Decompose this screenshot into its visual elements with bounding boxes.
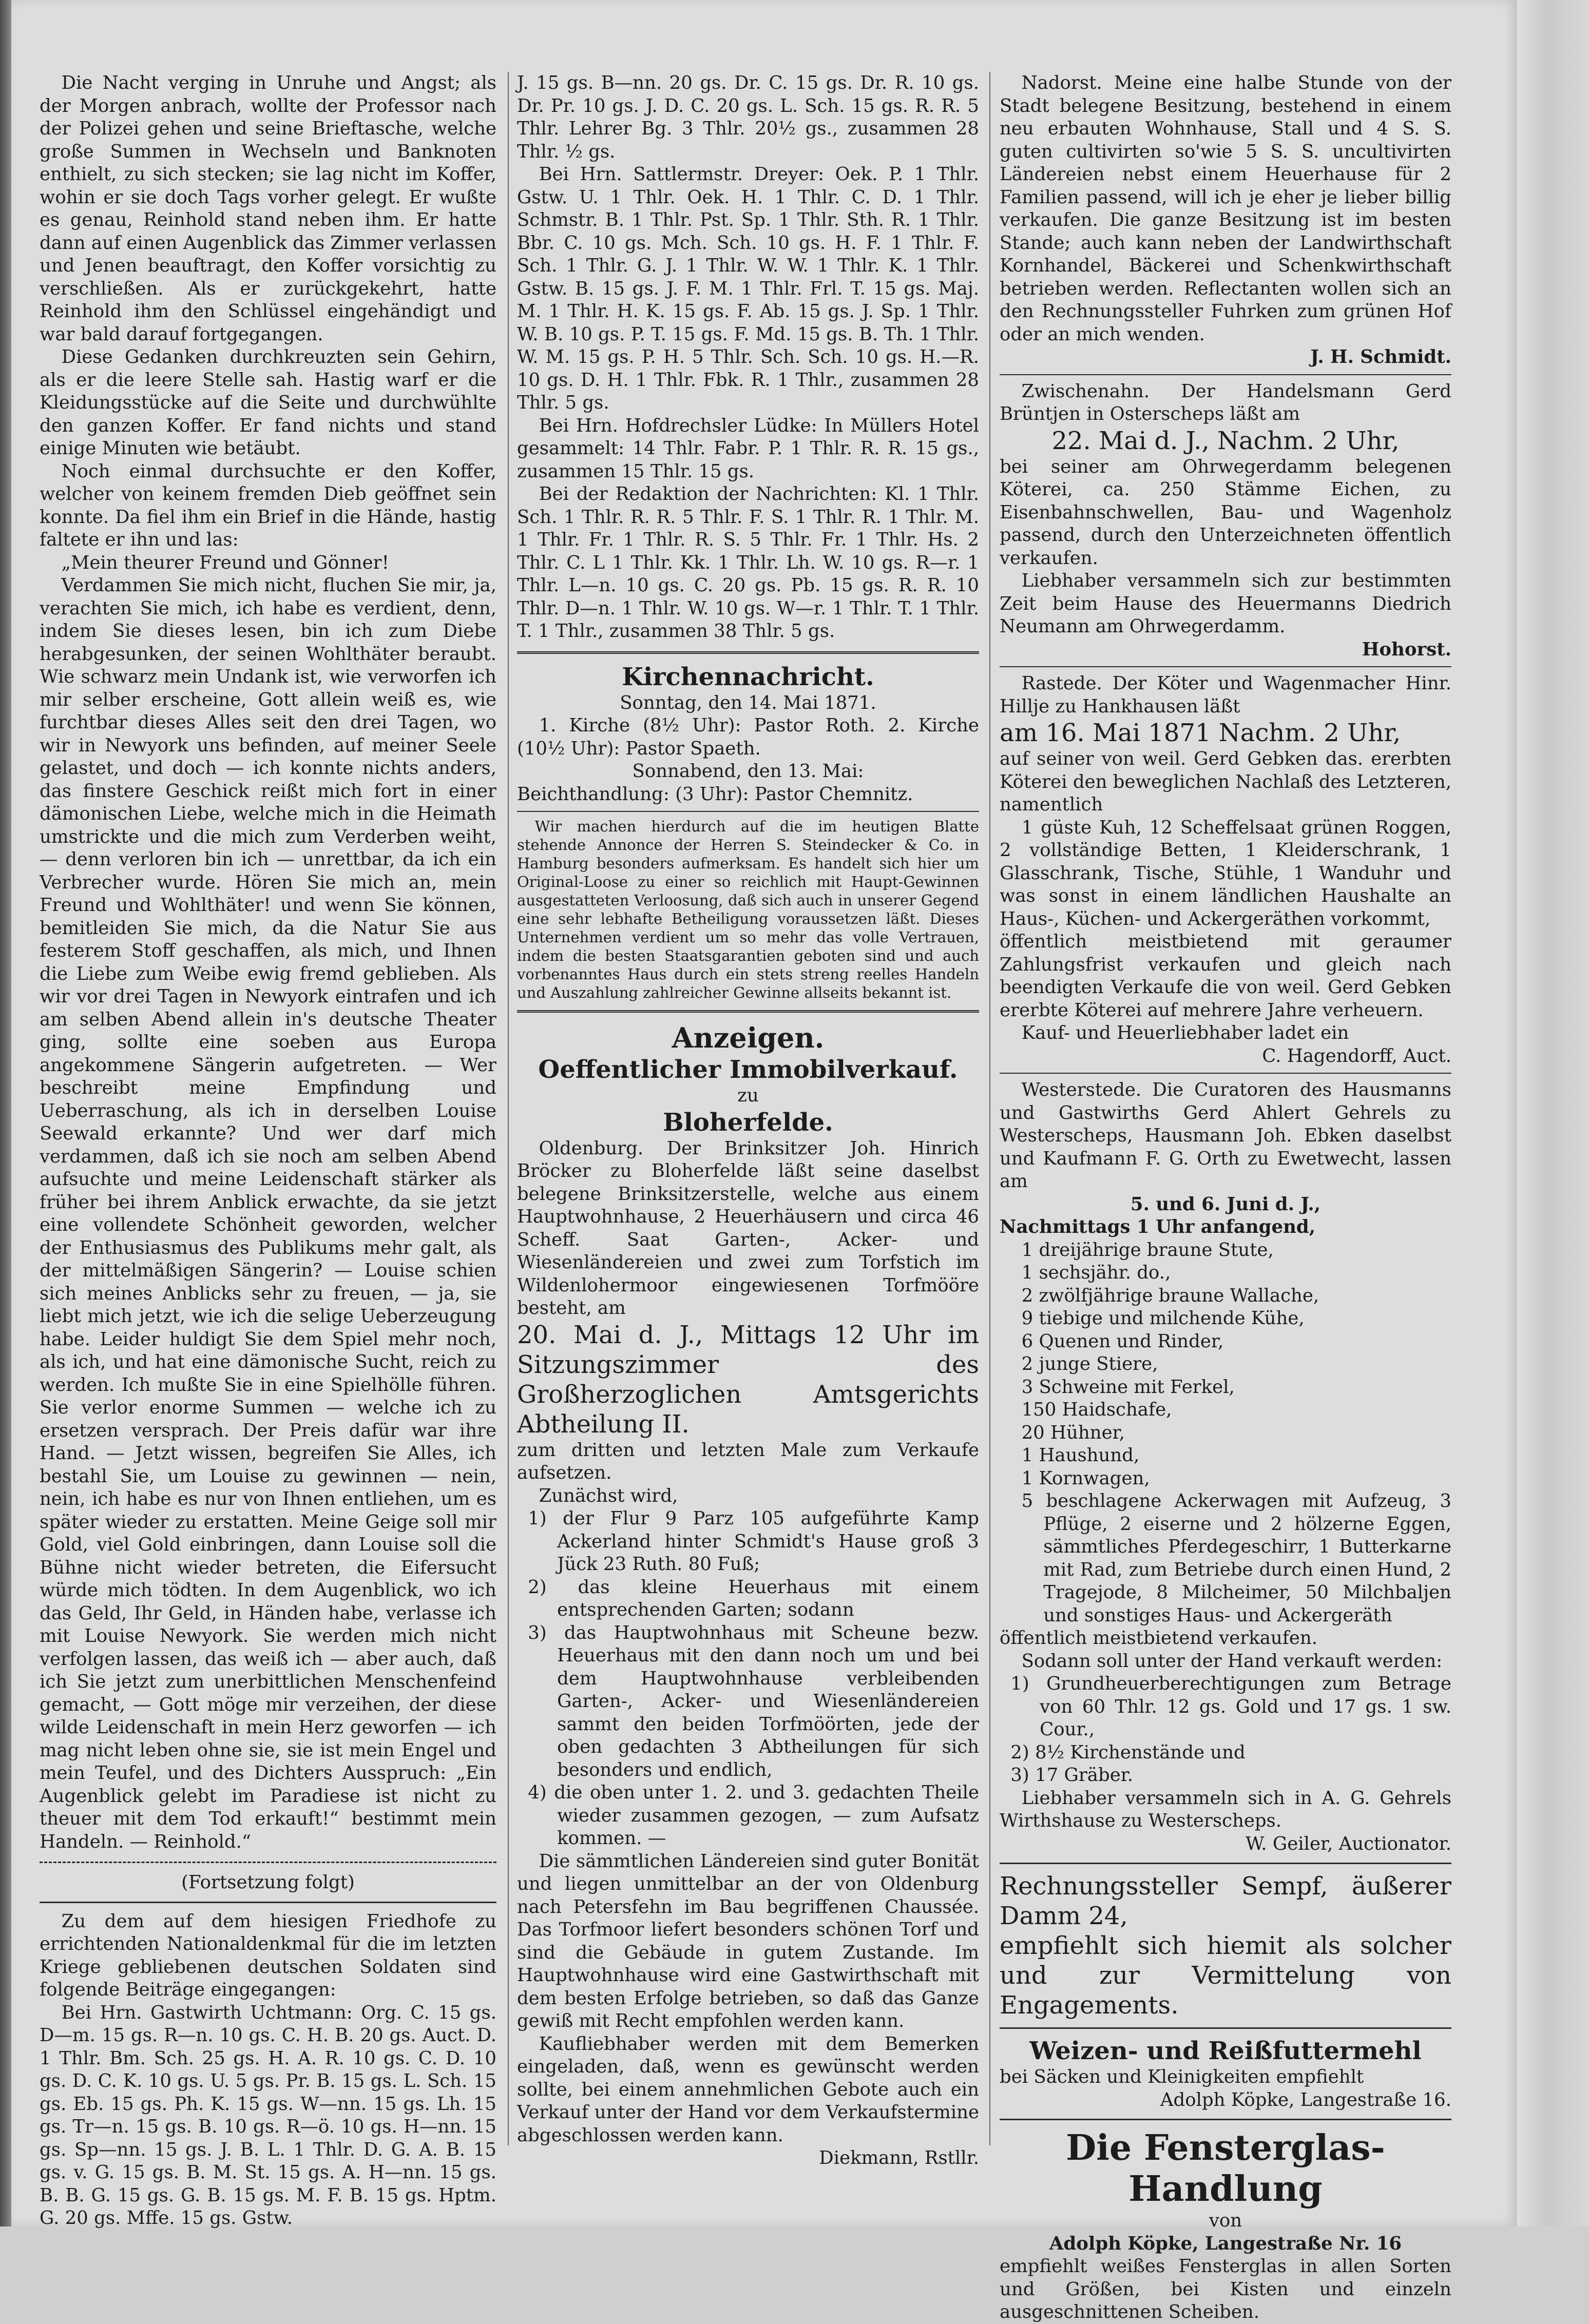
list-item: 150 Haidschafe, — [1021, 1399, 1172, 1420]
list-item: 3 Schweine mit Ferkel, — [1021, 1376, 1235, 1398]
ad-text: öffentlich meistbietend mit geraumer Zahlungsfrist verkaufen und gleich nach beendigten Verkaufe die von weil. Gerd Gebken ererbte Köterei auf mehrere Jahre verheuern. — [1000, 931, 1451, 1021]
donation-list: Bei Hrn. Gastwirth Uchtmann: Org. C. 15 gs. D—m. 15 gs. R—n. 10 gs. C. H. B. 20 gs. Auct. D. 1 Thlr. Bm. Sch. 25 gs. H. A. R. 10 gs. C. D. 10 gs. D. C. K. 10 gs. U. 5 gs. Pr. B. 15 gs. L. Sch. 15 gs. Eb. 15 gs. Ph. K. 15 gs. W—nn. 15 gs. Lh. 15 gs. Tr—n. 15 gs. B. 10 gs. R—ö. 10 gs. H—nn. 15 gs. Sp—nn. 15 gs. J. B. L. 1 Thlr. D. G. A. B. 15 gs. v. G. 15 gs. B. M. St. 15 gs. A. H—nn. 15 gs. B. B. G. 15 gs. G. B. 15 gs. M. F. B. 15 gs. Hptm. G. 20 gs. Mffe. 15 gs. Gstw. — [40, 2002, 496, 2229]
church-news-date: Sonntag, den 14. Mai 1871. — [620, 692, 876, 713]
ad-text: Nadorst. Meine eine halbe Stunde von der Stadt belegene Besitzung, bestehend in einem neu erbauten Wohnhause, Stall und 4 S. S. guten cultivirten so'wie 5 S. S. uncultivirten Ländereien nebst einem Heuerhause für 2 Familien passend, will ich je eher je lieber billig verkaufen. Die ganze Besitzung ist im besten Stande; auch kann neben der Landwirthschaft Kornhandel, Bäckerei und Schenkwirthschaft betrieben werden. Reflectanten wollen sich an den Rechnungssteller Fuhrken zum grünen Hof oder an mich wenden. — [1000, 72, 1451, 345]
ad-item-list — [517, 1507, 979, 1850]
donation-list: Bei Hrn. Sattlermstr. Dreyer: Oek. P. 1 Thlr. Gstw. U. 1 Thlr. Oek. H. 1 Thlr. C. D. 1 Thlr. Schmstr. B. 1 Thlr. Pst. Sp. 1 Thlr. Sth. R. 1 Thlr. Bbr. C. 10 gs. Mch. Sch. 10 gs. H. F. 1 Thlr. F. Sch. 1 Thlr. G. J. 1 Thlr. W. W. 1 Thlr. K. 1 Thlr. Gstw. B. 15 gs. J. F. M. 1 Thlr. Frl. T. 15 gs. Maj. M. 1 Thlr. H. K. 15 gs. F. Ab. 15 gs. J. Sp. 1 Thlr. W. B. 10 gs. P. T. 15 gs. F. Md. 15 gs. B. Th. 1 Thlr. W. M. 15 gs. P. H. 5 Thlr. Sch. Sch. 10 gs. H.—R. 10 gs. D. H. 1 Thlr. Fbk. R. 1 Thlr., zusammen 28 Thlr. 5 gs. — [517, 164, 979, 413]
ad-text: zum dritten und letzten Male zum Verkaufe aufsetzen. — [517, 1439, 979, 1483]
letter-body: Verdammen Sie mich nicht, fluchen Sie mir, ja, verachten Sie mich, ich habe es verdient, denn, indem Sie dieses lesen, bin ich zum Diebe herabgesunken, der seinen Wohlthäter beraubt. Wie schwarz mein Undank ist, wie verworfen ich mir selber erscheine, Gott allein weiß es, wie furchtbar dieses Alles seit den drei Tagen, wo wir in Newyork uns befinden, auf meiner Seele gelastet, und doch — ich konnte nichts anders, das finstere Geschick reißt mich fort in einer dämonischen Liebe, welche mich in die Heimath umstrickte und die mich zum Verderben weiht, — denn verloren bin ich — unrettbar, da ich ein Verbrecher wurde. Hören Sie mich an, mein Freund und Wohlthäter! und wenn Sie können, bemitleiden Sie mich, da die Natur Sie aus festerem Stoff geschaffen, als mich, und Ihnen die Liebe zum Weibe ewig fremd geblieben. Als wir vor drei Tagen in Newyork eintrafen und ich am selben Abend allein in's deutsche Theater ging, sollte eine soeben aus Europa angekommene Sängerin aufgetreten. — Wer beschreibt meine Empfindung und Ueberraschung, als ich in derselben Louise Seewald erkannte? Und wer darf mich verdammen, daß ich sie noch am selben Abend aufsuchte und meine Leidenschaft stärker als früher bei ihrem Anblick erwachte, da sie jetzt eine vollendete Schönheit geworden, welcher der Enthusiasmus des Publikums mehr galt, als der mittelmäßigen Sängerin? — Louise schien sich meines Anblicks sehr zu freuen, — ja, sie liebt mich jetzt, wie ich die selige Ueberzeugung habe. Leider huldigt Sie dem Spiel mehr noch, als ich, und hat eine dämonische Sucht, reich zu werden. Ich mußte Sie in eine Spielhölle führen. Sie verlor enorme Summen — welche ich zu ersetzen versprach. Der Preis dafür war ihre Hand. — Jetzt wissen, begreifen Sie Alles, ich bestahl Sie, um Louise zu gewinnen — nein, nein, ich habe es nur von Ihnen entliehen, um es später wieder zu erstatten. Meine Geige soll mir Gold, viel Gold einbringen, dann Louise soll die Bühne nicht wieder betreten, die Eifersucht würde mich tödten. In dem Augenblick, wo ich das Geld, Ihr Geld, in Händen habe, verlasse ich mit Louise Newyork. Sie werden mich nicht verfolgen lassen, das weiß ich — aber auch, daß ich Sie jetzt zum unerbittlichen Menschenfeind gemacht, — Gott möge mir verzeihen, der diese wilde Leidenschaft in mein Herz geworfen — ich mag nicht leben ohne sie, sie ist mein Engel und mein Teufel, und des Dichters Ausspruch: „Ein Augenblick gelebt im Paradiese ist nicht zu theuer mit dem Tod erkauft!“ bestimmt mein Handeln. — Reinhold.“ — [40, 575, 496, 1852]
ad-text: bei Säcken und Kleinigkeiten empfiehlt — [1000, 2066, 1364, 2087]
column-1 — [40, 72, 496, 2230]
ad-text: empfiehlt weißes Fensterglas in allen Sorten und Größen, bei Kisten und einzeln ausgeschnittenen Scheiben. — [1000, 2256, 1451, 2322]
scan-edge-right — [1517, 0, 1589, 2226]
ad-subtitle: von — [1209, 2210, 1242, 2231]
list-item: 4) die oben unter 1. 2. und 3. gedachten Theile wieder zusammen gezogen, — zum Aufsatz kommen. — — [528, 1782, 979, 1849]
ad-text: Westerstede. Die Curatoren des Hausmanns und Gastwirths Gerd Ahlert Gehrels zu Westerscheps, Hausmann Joh. Ebken daselbst und Kaufmann F. G. Orth zu Ewetwecht, lassen am — [1000, 1079, 1451, 1192]
list-item: 1 dreijährige braune Stute, — [1021, 1239, 1274, 1261]
ad-text: Liebhaber versammeln sich zur bestimmten Zeit beim Hause des Heuermanns Diedrich Neumann am Ohrwegerdamm. — [1000, 570, 1451, 637]
divider — [1000, 374, 1451, 375]
ad-name: Adolph Köpke, Langestraße Nr. 16 — [1049, 2233, 1402, 2254]
ad-text: bei seiner am Ohrwegerdamm belegenen Köterei, ca. 250 Stämme Eichen, zu Eisenbahnschwellen, Bau- und Wagenholz passend, durch den Unterzeichneten öffentlich verkaufen. — [1000, 456, 1451, 569]
list-item: 2 zwölfjährige braune Wallache, — [1021, 1285, 1319, 1306]
divider — [1000, 1073, 1451, 1074]
ad-date: 5. und 6. Juni d. J., — [1130, 1193, 1321, 1215]
ad-text: Liebhaber versammeln sich in A. G. Gehrels Wirthshause zu Westerscheps. — [1000, 1787, 1451, 1831]
ad-date: am 16. Mai 1871 Nachm. 2 Uhr, — [1000, 719, 1401, 747]
column-rule — [989, 72, 990, 2145]
list-item: 1 Haushund, — [1021, 1445, 1140, 1466]
column-3 — [1000, 72, 1451, 2324]
divider — [40, 1862, 496, 1863]
divider — [517, 651, 979, 654]
ad-item-list — [1000, 1239, 1451, 1628]
church-news-title: Kirchennachricht. — [622, 662, 874, 691]
story-paragraph: Noch einmal durchsuchte er den Koffer, welcher von keinem fremden Dieb geöffnet sein konnte. Da fiel ihm ein Brief in die Hände, hastig faltete er ihn und las: — [40, 460, 496, 550]
ad-text: Oldenburg. Der Brinksitzer Joh. Hinrich Bröcker zu Bloherfelde läßt seine daselbst belegene Brinksitzerstelle, welche aus einem Hauptwohnhause, 2 Heuerhäusern und circa 46 Scheff. Saat Garten-, Acker- und Wiesenländereien und zwei zum Torfstich im Wildenlohermoor eingewiesenen Torfmööre besteht, am — [517, 1137, 979, 1319]
list-item: 3) 17 Gräber. — [1010, 1765, 1134, 1786]
scan-edge-left — [0, 0, 11, 2226]
newspaper-page — [11, 0, 1517, 2322]
list-item: 9 tiebige und milchende Kühe, — [1021, 1308, 1305, 1329]
divider — [1000, 1863, 1451, 1864]
ad-text: auf seiner von weil. Gerd Gebken das. ererbten Köterei den beweglichen Nachlaß des Letzteren, namentlich — [1000, 748, 1451, 815]
list-item: 2) das kleine Heuerhaus mit einem entsprechenden Garten; sodann — [528, 1576, 979, 1620]
divider — [1000, 2119, 1451, 2120]
divider — [1000, 666, 1451, 667]
column-rule — [508, 72, 509, 2145]
ad-text: Rastede. Der Köter und Wagenmacher Hinr. Hillje zu Hankhausen läßt — [1000, 673, 1451, 717]
ad-subtitle: zu — [737, 1085, 759, 1106]
list-item: 2 junge Stiere, — [1021, 1353, 1158, 1374]
lottery-notice: Wir machen hierdurch auf die im heutigen Blatte stehende Annonce der Herren S. Steindecker & Co. in Hamburg besonders aufmerksam. Es handelt sich hier um Original-Loose zu einer so reichlich mit Haupt-Gewinnen ausgestatteten Verloosung, daß sich auch in unserer Gegend eine sehr lebhafte Betheiligung voraussetzen läßt. Dieses Unternehmen verdient um so mehr das volle Vertrauen, indem die besten Staatsgarantien geboten sind und auch vorbenanntes Haus durch ein stets streng reelles Handeln und Auszahlung zahlreicher Gewinne allseits bekannt ist. — [517, 818, 979, 1001]
list-item: 1 Kornwagen, — [1021, 1467, 1150, 1489]
ad-text: empfiehlt sich hiemit als solcher und zur Vermittelung von Engagements. — [1000, 1931, 1451, 2020]
story-paragraph: Die Nacht verging in Unruhe und Angst; als der Morgen anbrach, wollte der Professor nach der Polizei gehen und seine Brieftasche, welche große Summen in Wechseln und Banknoten enthielt, zu sich stecken; sie lag nicht im Koffer, wohin er sie doch Tags vorher gelegt. Er wußte es genau, Reinhold stand neben ihm. Er hatte dann auf einen Augenblick das Zimmer verlassen und Jenen beauftragt, den Koffer vorsichtig zu verschließen. Als er zurückgekehrt, hatte Reinhold ihm den Schlüssel eingehändigt und war bald darauf fortgegangen. — [40, 72, 496, 345]
ad-text: Sodann soll unter der Hand verkauft werden: — [1021, 1650, 1443, 1672]
ad-place: Bloherfelde. — [663, 1108, 833, 1137]
ad-text: 1 güste Kuh, 12 Scheffelsaat grünen Roggen, 2 vollständige Betten, 1 Kleiderschrank, 1 Glasschrank, Tische, Stühle, 1 Wanduhr und was sonst in einem ländlichen Haushalte an Haus-, Küchen- und Ackergeräthen vorkommt, — [1000, 817, 1451, 929]
ad-text: öffentlich meistbietend verkaufen. — [1000, 1628, 1318, 1649]
list-item: 1 sechsjähr. do., — [1021, 1262, 1171, 1283]
list-item: 6 Quenen und Rinder, — [1021, 1330, 1224, 1352]
ad-signature: W. Geiler, Auctionator. — [1246, 1833, 1451, 1854]
list-item: 1) Grundheuerberechtigungen zum Betrage von 60 Thlr. 12 gs. Gold und 17 gs. 1 sw. Cour., — [1010, 1673, 1451, 1740]
list-item: 20 Hühner, — [1021, 1422, 1125, 1443]
church-news-confession: Beichthandlung: (3 Uhr): Pastor Chemnitz. — [517, 783, 913, 805]
ad-signature: J. H. Schmidt. — [1310, 346, 1451, 367]
ad-signature: Adolph Köpke, Langestraße 16. — [1160, 2089, 1451, 2110]
ad-date: 20. Mai d. J., Mittags 12 Uhr im Sitzungszimmer des Großherzoglichen Amtsgerichts Abtheilung II. — [517, 1320, 979, 1439]
ad-signature: Hohorst. — [1362, 638, 1451, 660]
list-item: 1) der Flur 9 Parz 105 aufgeführte Kamp Ackerland hinter Schmidt's Hause groß 3 Jück 23 Ruth. 80 Fuß; — [528, 1508, 979, 1575]
ad-text: Kauf- und Heuerliebhaber ladet ein — [1021, 1022, 1349, 1043]
ad-time: Nachmittags 1 Uhr anfangend, — [1000, 1216, 1316, 1237]
ad-text: Zwischenahn. Der Handelsmann Gerd Brüntjen in Osterscheps läßt am — [1000, 380, 1451, 424]
ad-signature: Diekmann, Rstllr. — [819, 2147, 979, 2168]
ad-title: Weizen- und Reißfuttermehl — [1029, 2037, 1422, 2065]
divider — [517, 811, 979, 812]
church-news-date: Sonnabend, den 13. Mai: — [632, 761, 864, 782]
ad-title: Oeffentlicher Immobilverkauf. — [538, 1055, 958, 1084]
ads-heading: Anzeigen. — [672, 1021, 825, 1054]
donation-list: Bei Hrn. Hofdrechsler Lüdke: In Müllers Hotel gesammelt: 14 Thlr. Fabr. P. 1 Thlr. R. R. 15 gs., zusammen 15 Thlr. 15 gs. — [517, 415, 979, 482]
donation-intro: Zu dem auf dem hiesigen Friedhofe zu errichtenden Nationaldenkmal für die im letzten Kriege gebliebenen deutschen Soldaten sind folgende Beiträge eingegangen: — [40, 1910, 496, 2000]
story-paragraph: Diese Gedanken durchkreuzten sein Gehirn, als er die leere Stelle sah. Hastig warf er die Kleidungsstücke auf die Seite und durchwühlte den ganzen Koffer. Er fand nichts und stand einige Minuten wie betäubt. — [40, 346, 496, 459]
ad-text: Kaufliebhaber werden mit dem Bemerken eingeladen, daß, wenn es gewünscht werden sollte, bei einem annehmlichen Gebote auch ein Verkauf unter der Hand vor dem Verkaufstermine abgeschlossen werden kann. — [517, 2033, 979, 2146]
ad-text: Zunächst wird, — [539, 1485, 678, 1506]
ad-item-list — [1000, 1673, 1451, 1787]
list-item: 5 beschlagene Ackerwagen mit Aufzeug, 3 Pflüge, 2 eiserne und 2 hölzerne Eggen, sämmtliches Pferdegeschirr, 1 Butterkarne mit Rad, zum Betriebe durch einen Hund, 2 Tragejode, 8 Milcheimer, 50 Milchbaljen und sonstiges Haus- und Ackergeräth — [1021, 1490, 1451, 1626]
church-news-services: 1. Kirche (8½ Uhr): Pastor Roth. 2. Kirche (10½ Uhr): Pastor Spaeth. — [517, 715, 979, 759]
list-item: 2) 8½ Kirchenstände und — [1010, 1741, 1246, 1763]
ad-date: 22. Mai d. J., Nachm. 2 Uhr, — [1051, 426, 1400, 455]
divider — [517, 1010, 979, 1013]
ad-heading: Rechnungssteller Sempf, äußerer Damm 24, — [1000, 1872, 1451, 1930]
divider — [40, 1902, 496, 1903]
column-2 — [517, 72, 979, 2170]
donation-list: Bei der Redaktion der Nachrichten: Kl. 1 Thlr. Sch. 1 Thlr. R. R. 5 Thlr. F. S. 1 Thlr. R. 1 Thlr. M. 1 Thlr. Fr. 1 Thlr. R. S. 5 Thlr. Fr. 1 Thlr. Hs. 2 Thlr. C. L 1 Thlr. Kk. 1 Thlr. Lh. W. 10 gs. R—r. 1 Thlr. L—n. 10 gs. C. 20 gs. Pb. 15 gs. R. R. 10 Thlr. D—n. 1 Thlr. W. 10 gs. W—r. 1 Thlr. T. 1 Thlr. T. 1 Thlr., zusammen 38 Thlr. 5 gs. — [517, 483, 979, 642]
list-item: 3) das Hauptwohnhaus mit Scheune bezw. Heuerhaus mit den dann noch um und bei dem Hauptwohnhause verbleibenden Garten-, Acker- und Wiesenländereien sammt den beiden Torfmöörten, jede der oben gedachten 3 Abtheilungen für sich besonders und endlich, — [528, 1622, 979, 1780]
ad-text: Die sämmtlichen Ländereien sind guter Bonität und liegen unmittelbar an der von Oldenburg nach Petersfehn im Bau begriffenen Chaussée. Das Torfmoor liefert besonders schönen Torf und sind die Gebäude in gutem Zustande. Im Hauptwohnhause wird eine Gastwirthschaft mit dem besten Erfolge betrieben, so daß das Ganze gewiß mit Recht empfohlen werden kann. — [517, 1850, 979, 2031]
donation-list: J. 15 gs. B—nn. 20 gs. Dr. C. 15 gs. Dr. R. 10 gs. Dr. Pr. 10 gs. J. D. C. 20 gs. L. Sch. 15 gs. R. R. 5 Thlr. Lehrer Bg. 3 Thlr. 20½ gs., zusammen 28 Thlr. ½ gs. — [517, 72, 979, 162]
ad-signature: C. Hagendorff, Auct. — [1262, 1045, 1451, 1067]
continued-note: (Fortsetzung folgt) — [181, 1872, 355, 1893]
letter-salutation: „Mein theurer Freund und Gönner! — [61, 552, 389, 573]
divider — [1000, 2027, 1451, 2029]
ad-title: Die Fensterglas-Handlung — [1066, 2127, 1385, 2210]
